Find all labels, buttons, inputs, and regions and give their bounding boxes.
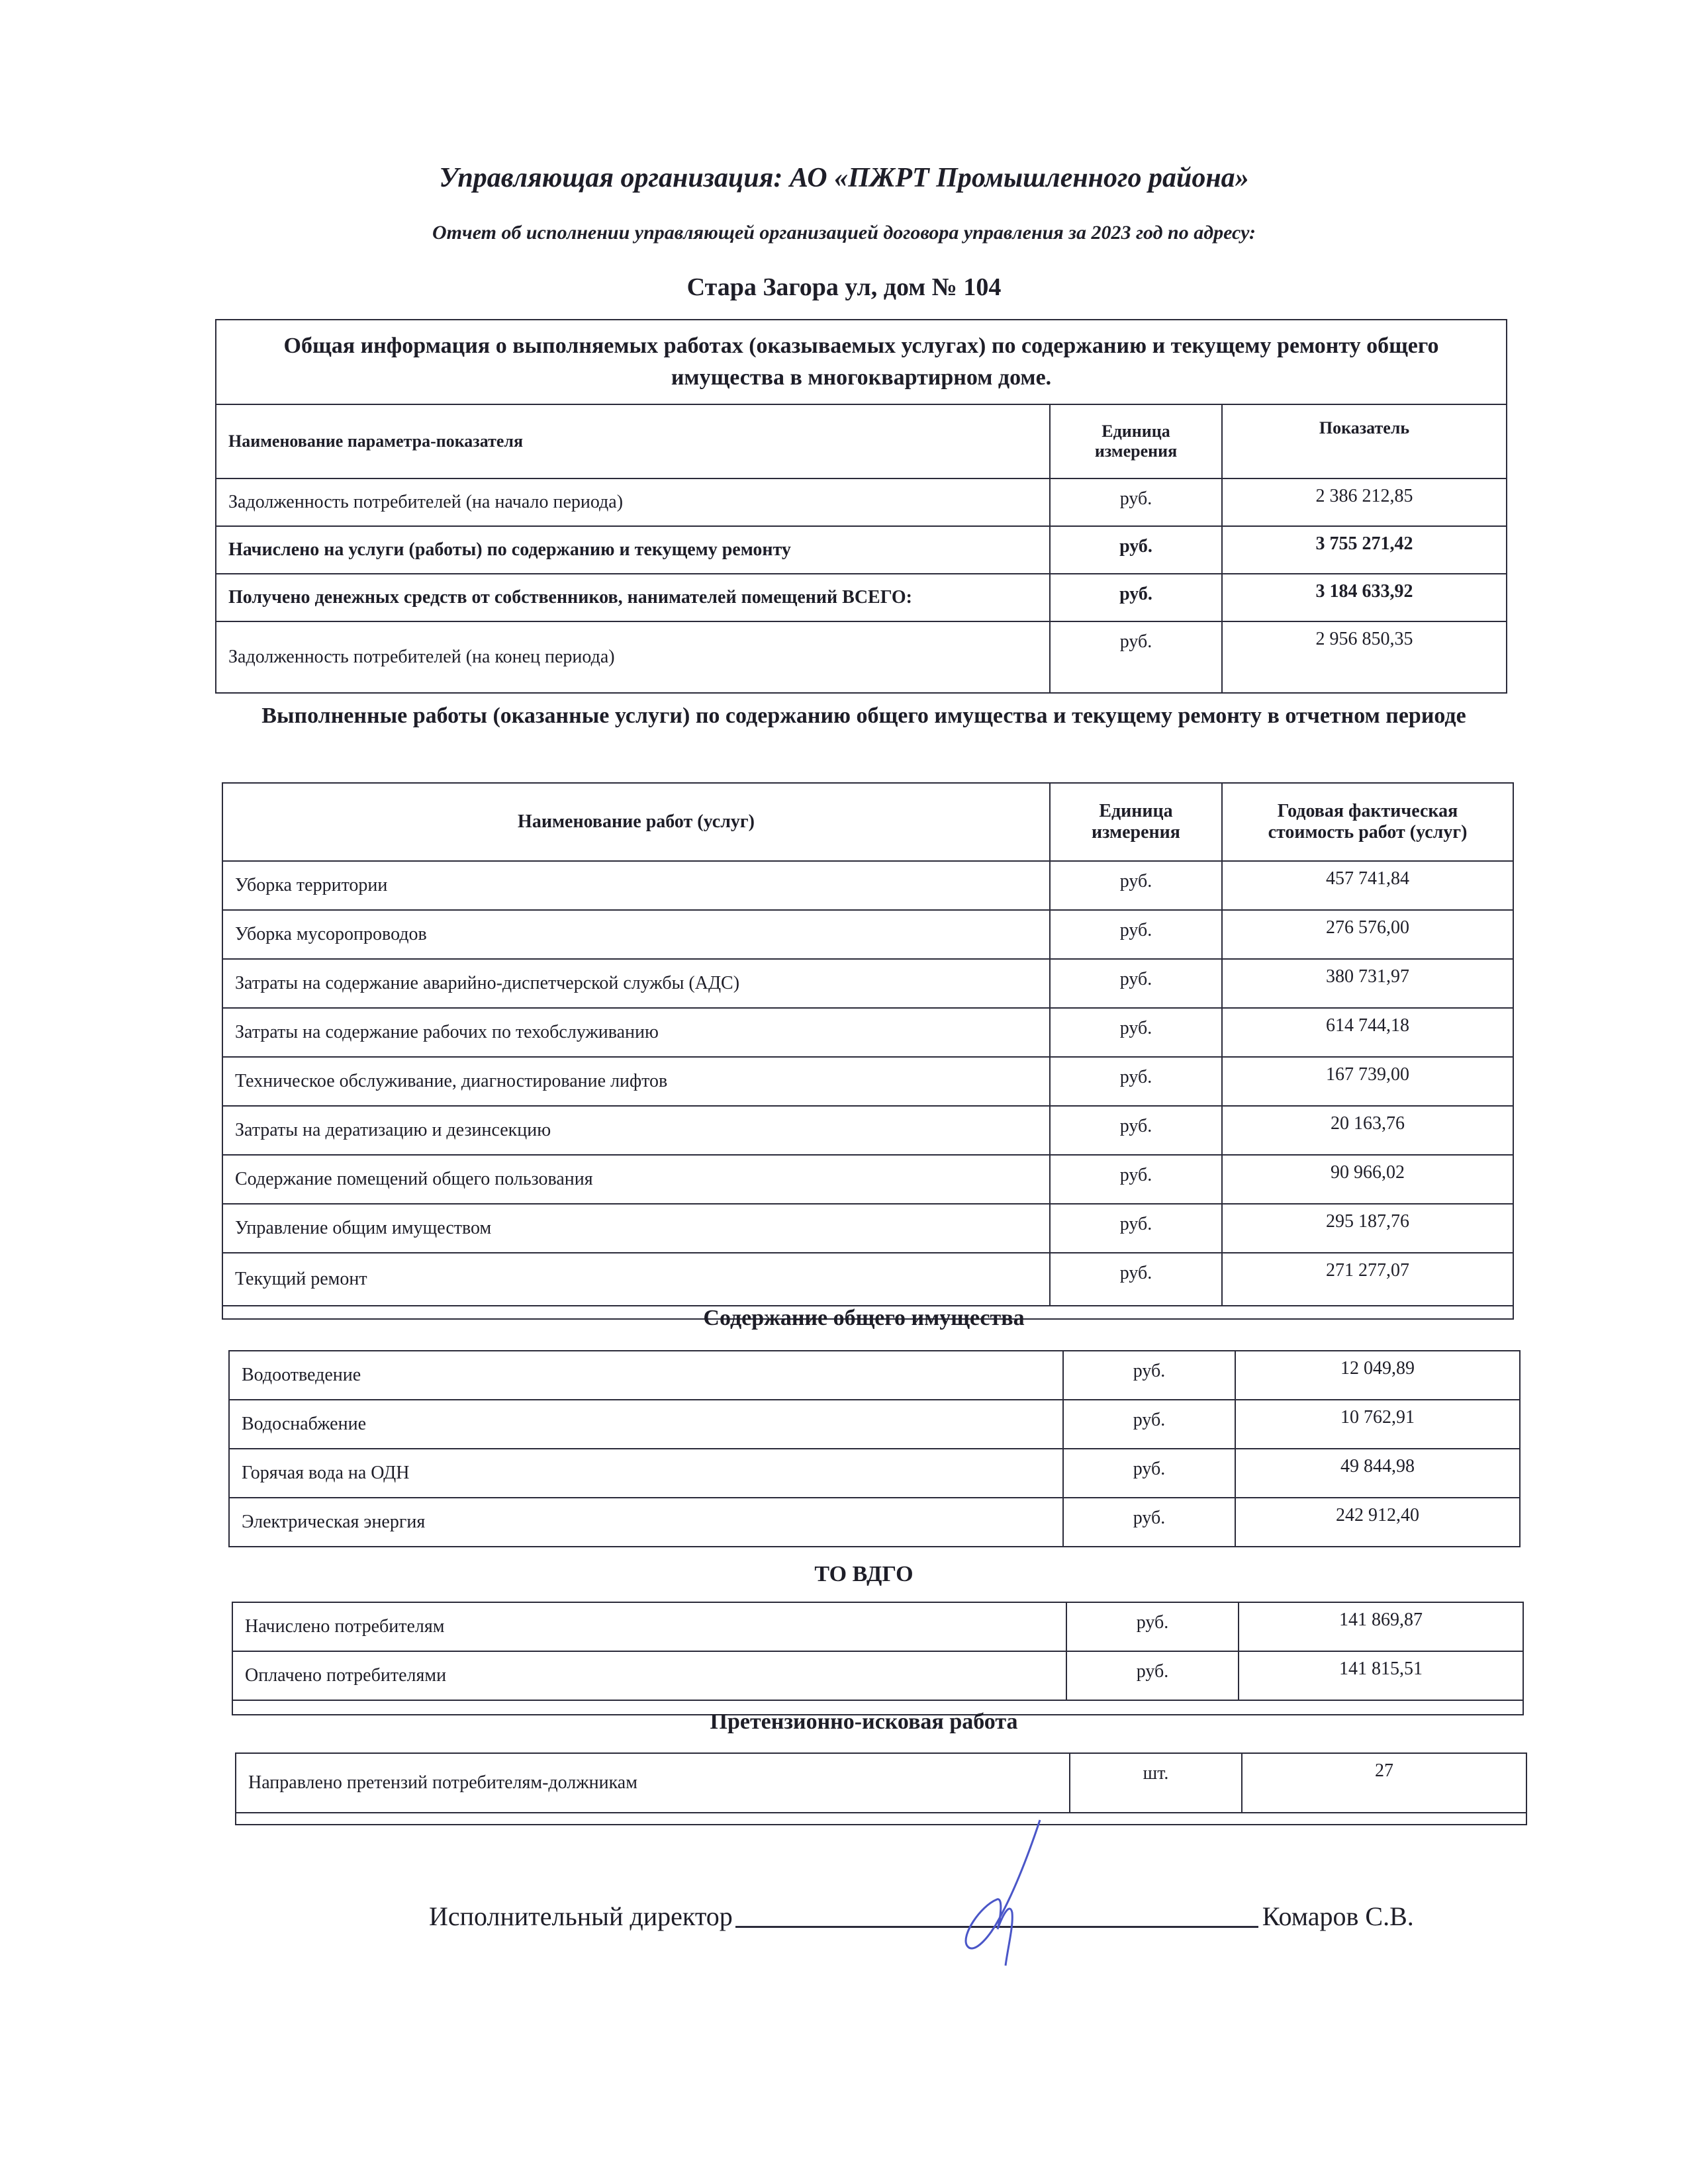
row-unit: руб.	[1066, 1602, 1239, 1651]
row-value: 141 869,87	[1239, 1602, 1523, 1651]
row-value: 2 956 850,35	[1222, 621, 1507, 693]
table-row	[222, 1106, 1513, 1155]
row-name: Электрическая энергия	[229, 1498, 1063, 1547]
works-section-title: Выполненные работы (оказанные услуги) по содержанию общего имущества и текущему ремонту в отчетном периоде	[261, 704, 1466, 728]
table-row	[216, 526, 1507, 574]
row-name: Начислено на услуги (работы) по содержанию и текущему ремонту	[216, 526, 1050, 574]
column-header-annual-cost: Годовая фактическая стоимость работ (услуг)	[1222, 783, 1513, 861]
vdgo-table	[232, 1602, 1524, 1715]
row-name: Затраты на содержание рабочих по техобслуживанию	[222, 1008, 1050, 1057]
row-value: 3 755 271,42	[1222, 526, 1507, 574]
table-row	[216, 478, 1507, 526]
row-value: 10 762,91	[1235, 1400, 1520, 1449]
claims-table	[235, 1752, 1527, 1825]
row-unit: руб.	[1050, 574, 1222, 621]
column-header-parameter: Наименование параметра-показателя	[216, 404, 1050, 478]
common-property-section-title: Содержание общего имущества	[703, 1306, 1025, 1330]
address: Стара Загора ул, дом № 104	[686, 273, 1002, 301]
table-row	[232, 1602, 1523, 1651]
row-unit: руб.	[1050, 1106, 1222, 1155]
table-row	[236, 1753, 1526, 1813]
table-row	[222, 1008, 1513, 1057]
row-unit: руб.	[1050, 959, 1222, 1008]
row-unit: руб.	[1050, 1008, 1222, 1057]
table-row	[232, 1651, 1523, 1700]
common-property-table	[228, 1350, 1521, 1547]
row-name: Направлено претензий потребителям-должникам	[236, 1753, 1070, 1813]
row-value: 27	[1242, 1753, 1526, 1813]
row-value: 12 049,89	[1235, 1351, 1520, 1400]
table-row	[222, 1204, 1513, 1253]
row-name: Задолженность потребителей (на начало периода)	[216, 478, 1050, 526]
works-table	[222, 782, 1514, 1320]
row-value: 271 277,07	[1222, 1253, 1513, 1306]
row-name: Оплачено потребителями	[232, 1651, 1066, 1700]
row-name: Водоснабжение	[229, 1400, 1063, 1449]
row-unit: руб.	[1050, 478, 1222, 526]
row-name: Задолженность потребителей (на конец периода)	[216, 621, 1050, 693]
table-row	[222, 861, 1513, 910]
row-name: Начислено потребителям	[232, 1602, 1066, 1651]
table-row	[229, 1449, 1520, 1498]
row-value: 3 184 633,92	[1222, 574, 1507, 621]
row-value: 141 815,51	[1239, 1651, 1523, 1700]
row-unit: руб.	[1050, 910, 1222, 959]
table-row	[222, 910, 1513, 959]
table-row	[222, 1057, 1513, 1106]
signature-line	[735, 1899, 1258, 1928]
row-unit: руб.	[1050, 1155, 1222, 1204]
row-name: Водоотведение	[229, 1351, 1063, 1400]
row-value: 49 844,98	[1235, 1449, 1520, 1498]
claims-section-title: Претензионно-исковая работа	[710, 1709, 1018, 1734]
row-value: 90 966,02	[1222, 1155, 1513, 1204]
column-header-unit: Единица измерения	[1050, 404, 1222, 478]
general-info-table	[215, 319, 1507, 694]
report-subtitle: Отчет об исполнении управляющей организацией договора управления за 2023 год по адресу:	[432, 222, 1256, 244]
signer-name: Комаров С.В.	[1262, 1901, 1414, 1931]
row-value: 380 731,97	[1222, 959, 1513, 1008]
table-row	[229, 1400, 1520, 1449]
row-name: Уборка территории	[222, 861, 1050, 910]
row-value: 276 576,00	[1222, 910, 1513, 959]
row-unit: шт.	[1070, 1753, 1242, 1813]
row-value: 614 744,18	[1222, 1008, 1513, 1057]
row-value: 242 912,40	[1235, 1498, 1520, 1547]
signer-position: Исполнительный директор	[429, 1901, 733, 1931]
row-name: Содержание помещений общего пользования	[222, 1155, 1050, 1204]
row-unit: руб.	[1050, 621, 1222, 693]
row-unit: руб.	[1063, 1400, 1235, 1449]
vdgo-section-title: ТО ВДГО	[814, 1562, 914, 1586]
table-row	[222, 1155, 1513, 1204]
table-row	[222, 959, 1513, 1008]
row-unit: руб.	[1050, 861, 1222, 910]
row-unit: руб.	[1050, 1204, 1222, 1253]
row-name: Текущий ремонт	[222, 1253, 1050, 1306]
row-value: 457 741,84	[1222, 861, 1513, 910]
column-header-work-name: Наименование работ (услуг)	[222, 783, 1050, 861]
row-name: Горячая вода на ОДН	[229, 1449, 1063, 1498]
row-unit: руб.	[1050, 1253, 1222, 1306]
row-value: 20 163,76	[1222, 1106, 1513, 1155]
column-header-unit: Единица измерения	[1050, 783, 1222, 861]
table-row	[229, 1498, 1520, 1547]
organization-title: Управляющая организация: АО «ПЖРТ Промышленного района»	[439, 163, 1249, 193]
row-unit: руб.	[1063, 1351, 1235, 1400]
handwritten-signature-icon	[934, 1813, 1066, 1972]
row-unit: руб.	[1066, 1651, 1239, 1700]
row-name: Затраты на содержание аварийно-диспетчерской службы (АДС)	[222, 959, 1050, 1008]
row-name: Затраты на дератизацию и дезинсекцию	[222, 1106, 1050, 1155]
table-row	[222, 1253, 1513, 1306]
row-name: Техническое обслуживание, диагностирование лифтов	[222, 1057, 1050, 1106]
table-row	[216, 574, 1507, 621]
row-name: Уборка мусоропроводов	[222, 910, 1050, 959]
table-row	[229, 1351, 1520, 1400]
signature-block	[429, 1899, 1414, 1932]
row-unit: руб.	[1050, 1057, 1222, 1106]
row-value: 2 386 212,85	[1222, 478, 1507, 526]
row-value: 295 187,76	[1222, 1204, 1513, 1253]
row-unit: руб.	[1063, 1449, 1235, 1498]
row-unit: руб.	[1050, 526, 1222, 574]
column-header-value: Показатель	[1222, 404, 1507, 478]
row-unit: руб.	[1063, 1498, 1235, 1547]
row-name: Управление общим имуществом	[222, 1204, 1050, 1253]
row-name: Получено денежных средств от собственников, нанимателей помещений ВСЕГО:	[216, 574, 1050, 621]
general-info-title: Общая информация о выполняемых работах (оказываемых услугах) по содержанию и текущему ремонту общего имущества в многоквартирном доме.	[216, 320, 1507, 404]
row-value: 167 739,00	[1222, 1057, 1513, 1106]
table-row	[216, 621, 1507, 693]
